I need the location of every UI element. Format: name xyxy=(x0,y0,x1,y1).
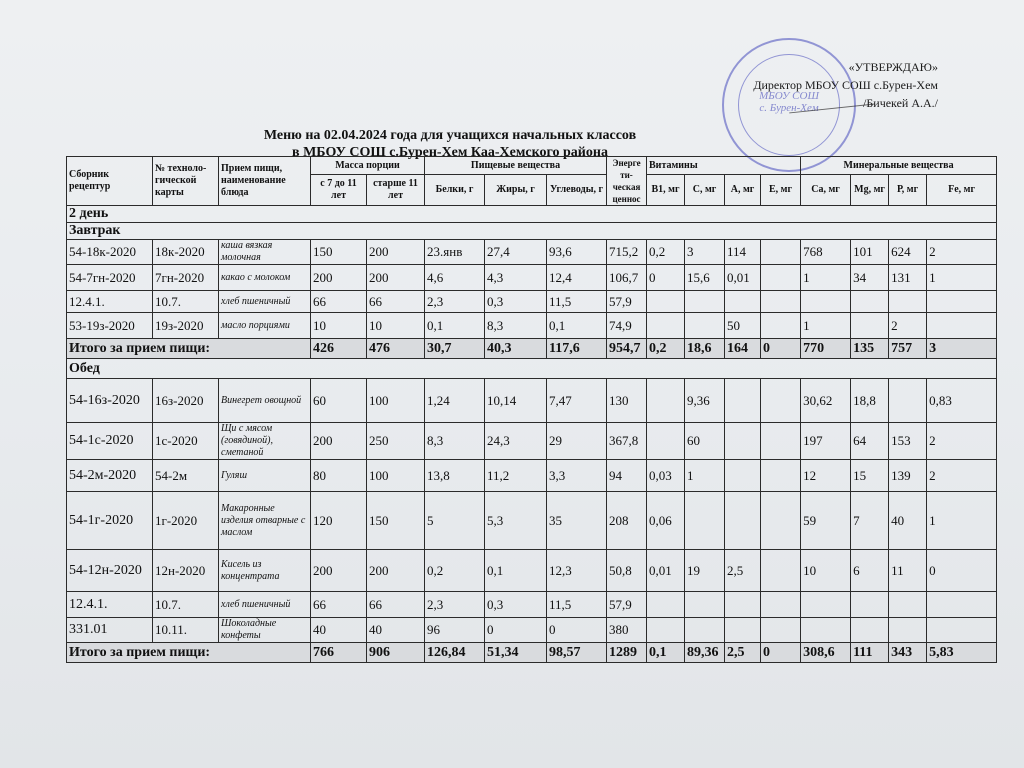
menu-body xyxy=(67,206,997,663)
cell-value: 1 xyxy=(927,492,997,550)
cell-value: 5 xyxy=(425,492,485,550)
total-cell: 0 xyxy=(761,339,801,359)
cell-value: 19 xyxy=(685,550,725,592)
cell-value xyxy=(761,460,801,492)
cell-value: 64 xyxy=(851,423,889,460)
cell-value xyxy=(801,592,851,618)
total-cell: 164 xyxy=(725,339,761,359)
cell-tech-card: 12н-2020 xyxy=(153,550,219,592)
header-a: А, мг xyxy=(725,175,761,206)
cell-value xyxy=(647,291,685,313)
cell-value: 3 xyxy=(685,240,725,265)
header-e: Е, мг xyxy=(761,175,801,206)
cell-value: 29 xyxy=(547,423,607,460)
cell-value xyxy=(761,313,801,339)
cell-value: 7,47 xyxy=(547,379,607,423)
cell-value xyxy=(761,492,801,550)
table-row xyxy=(67,240,997,265)
cell-value: 2 xyxy=(927,423,997,460)
cell-value xyxy=(725,379,761,423)
lunch-total-label: Итого за прием пищи: xyxy=(67,643,311,663)
cell-dish-name: Макаронные изделия отварные с маслом xyxy=(219,492,311,550)
cell-tech-card: 1с-2020 xyxy=(153,423,219,460)
cell-value: 34 xyxy=(851,265,889,291)
cell-value xyxy=(725,460,761,492)
cell-value xyxy=(889,379,927,423)
cell-value: 0 xyxy=(547,618,607,643)
cell-value xyxy=(801,291,851,313)
header-fat: Жиры, г xyxy=(485,175,547,206)
breakfast-total-label: Итого за прием пищи: xyxy=(67,339,311,359)
total-cell: 906 xyxy=(367,643,425,663)
cell-value: 200 xyxy=(367,265,425,291)
cell-value xyxy=(685,618,725,643)
cell-value xyxy=(647,618,685,643)
cell-value xyxy=(761,550,801,592)
cell-value: 12,3 xyxy=(547,550,607,592)
table-row xyxy=(67,460,997,492)
total-cell: 111 xyxy=(851,643,889,663)
cell-sbornik: 54-16з-2020 xyxy=(67,379,153,423)
cell-value xyxy=(761,291,801,313)
total-cell: 135 xyxy=(851,339,889,359)
total-cell: 51,34 xyxy=(485,643,547,663)
breakfast-total-row xyxy=(67,339,997,359)
cell-value: 10 xyxy=(367,313,425,339)
cell-value: 139 xyxy=(889,460,927,492)
cell-value: 380 xyxy=(607,618,647,643)
cell-value: 250 xyxy=(367,423,425,460)
cell-value: 2 xyxy=(927,460,997,492)
cell-value xyxy=(761,379,801,423)
cell-value xyxy=(647,423,685,460)
cell-value xyxy=(851,291,889,313)
cell-value: 7 xyxy=(851,492,889,550)
cell-dish-name: каша вязкая молочная xyxy=(219,240,311,265)
total-cell: 40,3 xyxy=(485,339,547,359)
cell-value: 10,14 xyxy=(485,379,547,423)
cell-tech-card: 16з-2020 xyxy=(153,379,219,423)
cell-value xyxy=(725,492,761,550)
cell-dish-name: Щи с мясом (говядиной), сметаной xyxy=(219,423,311,460)
cell-value: 12 xyxy=(801,460,851,492)
cell-value: 208 xyxy=(607,492,647,550)
cell-value xyxy=(761,423,801,460)
cell-value: 200 xyxy=(367,240,425,265)
cell-value: 200 xyxy=(311,550,367,592)
cell-dish-name: какао с молоком xyxy=(219,265,311,291)
cell-value xyxy=(927,291,997,313)
total-cell: 89,36 xyxy=(685,643,725,663)
header-tech-card: № техноло-гической карты xyxy=(153,157,219,206)
cell-value: 11,2 xyxy=(485,460,547,492)
header-carbs: Углеводы, г xyxy=(547,175,607,206)
cell-value: 11,5 xyxy=(547,592,607,618)
cell-value: 0,01 xyxy=(647,550,685,592)
cell-value: 0,06 xyxy=(647,492,685,550)
cell-value: 150 xyxy=(367,492,425,550)
cell-sbornik: 54-2м-2020 xyxy=(67,460,153,492)
total-cell: 770 xyxy=(801,339,851,359)
cell-value: 8,3 xyxy=(425,423,485,460)
header-fe: Fe, мг xyxy=(927,175,997,206)
cell-value: 40 xyxy=(889,492,927,550)
day-label: 2 день xyxy=(67,206,997,223)
total-cell: 98,57 xyxy=(547,643,607,663)
cell-value: 200 xyxy=(311,265,367,291)
cell-value: 93,6 xyxy=(547,240,607,265)
cell-sbornik: 53-19з-2020 xyxy=(67,313,153,339)
stamp-text: МБОУ СОШ с. Бурен-Хем xyxy=(759,90,819,114)
cell-value: 3,3 xyxy=(547,460,607,492)
cell-value: 2,3 xyxy=(425,592,485,618)
cell-value: 0,1 xyxy=(425,313,485,339)
cell-value: 367,8 xyxy=(607,423,647,460)
cell-value: 23.янв xyxy=(425,240,485,265)
table-row xyxy=(67,592,997,618)
cell-value: 197 xyxy=(801,423,851,460)
cell-value: 8,3 xyxy=(485,313,547,339)
cell-value: 15,6 xyxy=(685,265,725,291)
cell-dish-name: хлеб пшеничный xyxy=(219,291,311,313)
cell-value: 0,2 xyxy=(647,240,685,265)
cell-value xyxy=(725,423,761,460)
cell-value: 131 xyxy=(889,265,927,291)
header-vitamins-group: Витамины xyxy=(647,157,801,175)
total-cell: 766 xyxy=(311,643,367,663)
cell-value xyxy=(851,592,889,618)
table-row xyxy=(67,423,997,460)
header-minerals-group: Минеральные вещества xyxy=(801,157,997,175)
header-nutrients-group: Пищевые вещества xyxy=(425,157,607,175)
lunch-label: Обед xyxy=(67,359,997,379)
cell-value: 0,83 xyxy=(927,379,997,423)
cell-value: 40 xyxy=(311,618,367,643)
cell-value xyxy=(685,291,725,313)
header-ca: Са, мг xyxy=(801,175,851,206)
cell-value xyxy=(647,313,685,339)
header-c: С, мг xyxy=(685,175,725,206)
cell-value: 0 xyxy=(485,618,547,643)
cell-value xyxy=(889,618,927,643)
cell-value: 50,8 xyxy=(607,550,647,592)
cell-value: 13,8 xyxy=(425,460,485,492)
cell-value: 11,5 xyxy=(547,291,607,313)
cell-value xyxy=(725,291,761,313)
cell-value: 66 xyxy=(367,592,425,618)
cell-value xyxy=(927,592,997,618)
cell-value xyxy=(889,592,927,618)
cell-value: 130 xyxy=(607,379,647,423)
total-cell: 0 xyxy=(761,643,801,663)
table-row xyxy=(67,265,997,291)
cell-value: 2 xyxy=(889,313,927,339)
cell-value: 2 xyxy=(927,240,997,265)
cell-value: 624 xyxy=(889,240,927,265)
cell-value: 10 xyxy=(311,313,367,339)
cell-value: 60 xyxy=(685,423,725,460)
cell-dish-name: масло порциями xyxy=(219,313,311,339)
cell-value: 12,4 xyxy=(547,265,607,291)
cell-sbornik: 54-12н-2020 xyxy=(67,550,153,592)
total-cell: 5,83 xyxy=(927,643,997,663)
cell-value: 0,2 xyxy=(425,550,485,592)
cell-value xyxy=(801,618,851,643)
cell-value xyxy=(761,240,801,265)
cell-value: 50 xyxy=(725,313,761,339)
cell-value: 100 xyxy=(367,379,425,423)
cell-value xyxy=(685,592,725,618)
total-cell: 2,5 xyxy=(725,643,761,663)
cell-tech-card: 10.7. xyxy=(153,592,219,618)
cell-value: 15 xyxy=(851,460,889,492)
cell-value: 57,9 xyxy=(607,592,647,618)
cell-value: 80 xyxy=(311,460,367,492)
table-row xyxy=(67,379,997,423)
cell-sbornik: 12.4.1. xyxy=(67,291,153,313)
cell-value: 27,4 xyxy=(485,240,547,265)
cell-value: 715,2 xyxy=(607,240,647,265)
cell-value: 0,1 xyxy=(485,550,547,592)
cell-dish-name: хлеб пшеничный xyxy=(219,592,311,618)
cell-value: 0,03 xyxy=(647,460,685,492)
total-cell: 117,6 xyxy=(547,339,607,359)
cell-value: 96 xyxy=(425,618,485,643)
lunch-total-row xyxy=(67,643,997,663)
cell-tech-card: 54-2м xyxy=(153,460,219,492)
cell-value: 150 xyxy=(311,240,367,265)
total-cell: 757 xyxy=(889,339,927,359)
header-sbornik: Сборник рецептур xyxy=(67,157,153,206)
total-cell: 0,2 xyxy=(647,339,685,359)
title-line-2: в МБОУ СОШ с.Бурен-Хем Каа-Хемского района xyxy=(292,145,608,160)
header-b1: В1, мг xyxy=(647,175,685,206)
cell-tech-card: 1г-2020 xyxy=(153,492,219,550)
cell-value: 100 xyxy=(367,460,425,492)
cell-value: 2,3 xyxy=(425,291,485,313)
total-cell: 3 xyxy=(927,339,997,359)
header-mass-11: старше 11 лет xyxy=(367,175,425,206)
cell-dish-name: Кисель из концентрата xyxy=(219,550,311,592)
total-cell: 126,84 xyxy=(425,643,485,663)
total-cell: 476 xyxy=(367,339,425,359)
cell-sbornik: 54-1г-2020 xyxy=(67,492,153,550)
table-row xyxy=(67,492,997,550)
header-mass-group: Масса порции xyxy=(311,157,425,175)
breakfast-label: Завтрак xyxy=(67,223,997,240)
title-line-1: Меню на 02.04.2024 года для учащихся начальных классов xyxy=(263,128,637,143)
cell-value: 0,1 xyxy=(547,313,607,339)
cell-sbornik: 12.4.1. xyxy=(67,592,153,618)
cell-value xyxy=(927,618,997,643)
table-row xyxy=(67,550,997,592)
approval-position: Директор МБОУ СОШ с.Бурен-Хем xyxy=(753,78,938,92)
cell-value xyxy=(761,592,801,618)
cell-tech-card: 18к-2020 xyxy=(153,240,219,265)
cell-value xyxy=(889,291,927,313)
cell-value: 1 xyxy=(927,265,997,291)
cell-sbornik: 54-7гн-2020 xyxy=(67,265,153,291)
cell-value xyxy=(685,492,725,550)
cell-value: 60 xyxy=(311,379,367,423)
approval-block xyxy=(753,58,938,112)
approval-heading: «УТВЕРЖДАЮ» xyxy=(848,60,938,74)
cell-sbornik: 331.01 xyxy=(67,618,153,643)
cell-value: 4,3 xyxy=(485,265,547,291)
cell-value: 11 xyxy=(889,550,927,592)
cell-value: 0,01 xyxy=(725,265,761,291)
cell-value: 1,24 xyxy=(425,379,485,423)
cell-value xyxy=(851,618,889,643)
cell-value: 5,3 xyxy=(485,492,547,550)
cell-sbornik: 54-1с-2020 xyxy=(67,423,153,460)
cell-value xyxy=(761,618,801,643)
cell-value: 1 xyxy=(801,265,851,291)
cell-sbornik: 54-18к-2020 xyxy=(67,240,153,265)
cell-value: 200 xyxy=(367,550,425,592)
total-cell: 18,6 xyxy=(685,339,725,359)
cell-value xyxy=(647,592,685,618)
cell-value: 59 xyxy=(801,492,851,550)
menu-table xyxy=(66,156,997,663)
cell-value: 200 xyxy=(311,423,367,460)
total-cell: 308,6 xyxy=(801,643,851,663)
cell-value: 30,62 xyxy=(801,379,851,423)
cell-value: 4,6 xyxy=(425,265,485,291)
total-cell: 954,7 xyxy=(607,339,647,359)
cell-value xyxy=(685,313,725,339)
cell-dish-name: Гуляш xyxy=(219,460,311,492)
cell-value: 153 xyxy=(889,423,927,460)
cell-value: 106,7 xyxy=(607,265,647,291)
cell-value: 10 xyxy=(801,550,851,592)
cell-value: 57,9 xyxy=(607,291,647,313)
cell-value: 101 xyxy=(851,240,889,265)
header-mass-7-11: с 7 до 11 лет xyxy=(311,175,367,206)
cell-tech-card: 7гн-2020 xyxy=(153,265,219,291)
total-cell: 343 xyxy=(889,643,927,663)
header-energy: Энерге ти-ческая ценнос xyxy=(607,157,647,206)
header-dish: Прием пищи, наименование блюда xyxy=(219,157,311,206)
table-row xyxy=(67,291,997,313)
approval-name: /Бичекей А.А./ xyxy=(863,96,938,110)
header-protein: Белки, г xyxy=(425,175,485,206)
cell-value: 1 xyxy=(801,313,851,339)
cell-value xyxy=(927,313,997,339)
table-row xyxy=(67,313,997,339)
cell-value: 18,8 xyxy=(851,379,889,423)
total-cell: 0,1 xyxy=(647,643,685,663)
cell-value: 1 xyxy=(685,460,725,492)
cell-value xyxy=(761,265,801,291)
cell-value: 0,3 xyxy=(485,291,547,313)
cell-value: 0,3 xyxy=(485,592,547,618)
cell-value: 66 xyxy=(367,291,425,313)
cell-value xyxy=(725,618,761,643)
cell-value: 66 xyxy=(311,291,367,313)
header-p: Р, мг xyxy=(889,175,927,206)
cell-tech-card: 19з-2020 xyxy=(153,313,219,339)
total-cell: 30,7 xyxy=(425,339,485,359)
cell-value: 768 xyxy=(801,240,851,265)
cell-value: 114 xyxy=(725,240,761,265)
total-cell: 426 xyxy=(311,339,367,359)
cell-value: 9,36 xyxy=(685,379,725,423)
header-mg: Mg, мг xyxy=(851,175,889,206)
cell-value: 2,5 xyxy=(725,550,761,592)
cell-value: 0 xyxy=(927,550,997,592)
cell-value: 0 xyxy=(647,265,685,291)
total-cell: 1289 xyxy=(607,643,647,663)
cell-value: 24,3 xyxy=(485,423,547,460)
cell-value: 74,9 xyxy=(607,313,647,339)
cell-tech-card: 10.7. xyxy=(153,291,219,313)
cell-value xyxy=(725,592,761,618)
cell-value xyxy=(647,379,685,423)
cell-tech-card: 10.11. xyxy=(153,618,219,643)
cell-value: 6 xyxy=(851,550,889,592)
cell-value xyxy=(851,313,889,339)
table-row xyxy=(67,618,997,643)
cell-value: 120 xyxy=(311,492,367,550)
cell-dish-name: Шоколадные конфеты xyxy=(219,618,311,643)
cell-value: 66 xyxy=(311,592,367,618)
cell-value: 94 xyxy=(607,460,647,492)
cell-dish-name: Винегрет овощной xyxy=(219,379,311,423)
cell-value: 40 xyxy=(367,618,425,643)
cell-value: 35 xyxy=(547,492,607,550)
